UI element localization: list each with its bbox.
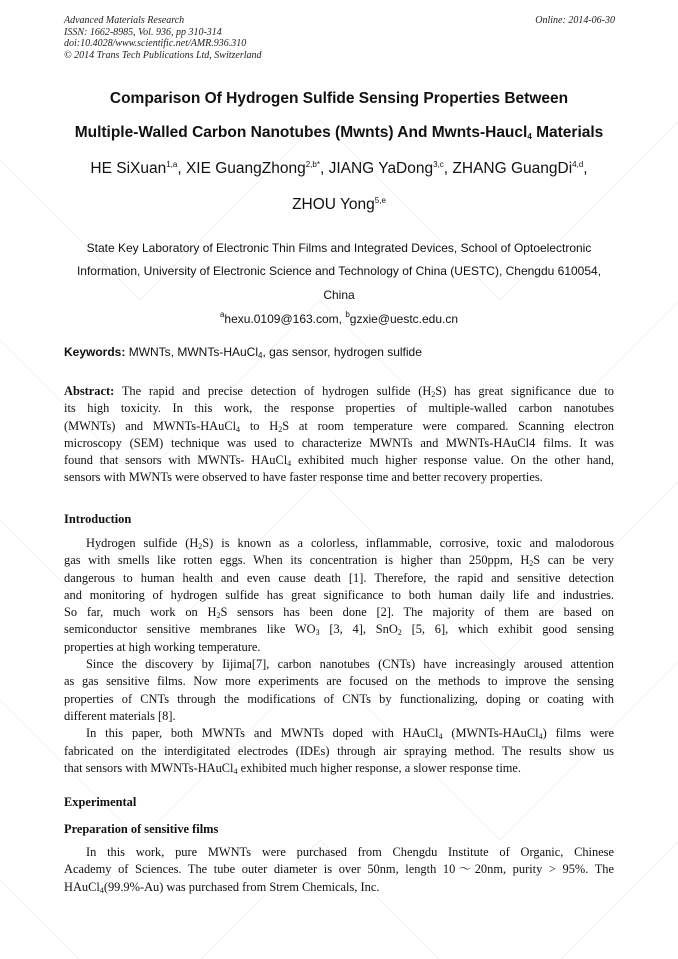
paragraph-line: as gas sensitive films. Now more experiments are focused on the methods to improve the sensing: [64, 674, 614, 689]
paragraph-line: and monitoring of hydrogen sulfide has great significance to both human daily life and industries.: [64, 587, 614, 602]
keywords-subscript: 4: [258, 351, 263, 360]
introduction-body: [64, 535, 614, 777]
subscript: 2: [216, 611, 221, 621]
author-line-1: [30, 160, 648, 178]
text-run: (MWNTs) and MWNTs-HAuCl: [64, 418, 237, 433]
journal-name: Advanced Materials Research: [64, 15, 185, 26]
paragraph-line: fabricated on the interdigitated electrodes (IDEs) through air spraying method. The results show us: [64, 743, 614, 758]
abstract-line: microscopy (SEM) technique was used to characterize MWNTs and MWNTs-HAuCl4 films. It was: [64, 435, 614, 450]
paragraph-line: [64, 760, 614, 777]
paragraph-line: [64, 725, 614, 742]
text-run: S can be very: [533, 553, 614, 568]
keywords-label: Keywords:: [64, 345, 126, 359]
paragraph-line: [64, 552, 614, 569]
author-name: , JIANG YaDong: [319, 160, 434, 177]
email-line: [40, 312, 638, 326]
subscript: 2: [431, 390, 436, 399]
copyright-line: © 2014 Trans Tech Publications Ltd, Switzerland: [64, 49, 262, 61]
author-name: , XIE GuangZhong: [177, 160, 306, 177]
author-separator: ,: [583, 160, 588, 177]
title-text: Multiple-Walled Carbon Nanotubes (Mwnts) And Mwnts-Haucl: [74, 124, 528, 141]
email-link[interactable]: hexu.0109@163.com,: [224, 312, 346, 326]
author-affil-sup: 1,a: [166, 160, 178, 169]
affiliation-line-2: Information, University of Electronic Science and Technology of China (UESTC), Chengdu 610054,: [76, 264, 602, 278]
author-affil-sup: 3,c: [433, 160, 444, 169]
abstract-label: Abstract:: [64, 384, 115, 398]
paragraph-line: [64, 621, 614, 638]
subscript: 2: [529, 559, 534, 569]
subscript: 4: [287, 459, 292, 469]
keywords-line: [64, 345, 422, 359]
paragraph-line: different materials [8].: [64, 708, 176, 723]
abstract-line: sensors with MWNTs were observed to have faster response time and better recovery properties.: [64, 470, 543, 485]
online-date: Online: 2014-06-30: [535, 15, 615, 26]
title-line-1: Comparison Of Hydrogen Sulfide Sensing Properties Between: [109, 90, 569, 107]
text-run: S sensors has been done [2]. The majority of them are based on: [220, 605, 614, 620]
author-affil-sup: 5,e: [374, 196, 386, 205]
subscript: 2: [397, 628, 402, 638]
email-sup: a: [219, 310, 225, 319]
text-run: HAuCl: [64, 879, 100, 894]
subscript: 3: [315, 628, 320, 638]
subscript: 2: [278, 424, 283, 434]
subscript: 2: [198, 542, 203, 551]
abstract-line: [64, 418, 614, 435]
paragraph-line: [64, 879, 614, 896]
text-run: S at room temperature were compared. Scanning electron: [282, 418, 614, 433]
text-run: [5, 6], which exhibit good sensing: [401, 622, 614, 637]
subscript: 4: [236, 424, 241, 434]
issn-line: ISSN: 1662-8985, Vol. 936, pp 310-314: [64, 26, 222, 38]
paragraph-line: [64, 535, 614, 552]
text-run: found that sensors with MWNTs- HAuCl: [64, 453, 288, 468]
affiliation-line-1: State Key Laboratory of Electronic Thin Films and Integrated Devices, School of Optoelectronic: [86, 241, 592, 255]
text-run: semiconductor sensitive membranes like WO: [64, 622, 316, 637]
subsection-heading-preparation: Preparation of sensitive films: [64, 822, 219, 836]
paragraph-line: dangerous to human health and even cause death [1]. Therefore, the rapid and sensitive detection: [64, 570, 614, 585]
author-name: HE SiXuan: [90, 160, 167, 177]
section-heading-introduction: Introduction: [64, 512, 132, 526]
text-run: S) has great significance due to: [435, 384, 614, 398]
author-affil-sup: 4,d: [572, 160, 584, 169]
paragraph-line: properties of CNTs through the modifications of CNTs by functionalizing, doping or coating with: [64, 691, 614, 706]
text-run: ) films were: [542, 726, 614, 741]
subscript: 4: [233, 766, 238, 776]
author-name: , ZHANG GuangDi: [443, 160, 573, 177]
title-subscript: 4: [527, 132, 532, 141]
subscript: 4: [538, 732, 543, 742]
affiliation-line-3: China: [323, 288, 355, 302]
author-name: ZHOU Yong: [292, 196, 375, 213]
doi-line: doi:10.4028/www.scientific.net/AMR.936.310: [64, 38, 247, 49]
section-heading-experimental: Experimental: [64, 795, 137, 809]
subscript: 4: [438, 732, 443, 742]
text-run: that sensors with MWNTs-HAuCl: [64, 760, 234, 775]
author-line-2: [30, 196, 648, 214]
text-run: In this paper, both MWNTs and MWNTs doped with HAuCl: [86, 726, 439, 741]
text-run: Hydrogen sulfide (H: [86, 536, 199, 550]
author-affil-sup: 2,b*: [305, 160, 320, 169]
subscript: 4: [99, 885, 104, 895]
title-line-2: [40, 124, 638, 142]
paragraph-line: properties at high working temperature.: [64, 639, 261, 654]
paragraph-line: [64, 604, 614, 621]
text-run: (MWNTs-HAuCl: [442, 726, 539, 741]
text-run: (99.9%-Au) was purchased from Strem Chemicals, Inc.: [103, 879, 380, 894]
email-link[interactable]: gzxie@uestc.edu.cn: [349, 312, 459, 326]
text-run: gas with smells like rotten eggs. When its concentration is higher than 250ppm, H: [64, 553, 530, 568]
keywords-text: MWNTs, MWNTs-HAuCl: [125, 345, 259, 359]
keywords-text-end: , gas sensor, hydrogen sulfide: [262, 345, 422, 359]
abstract-line: [64, 452, 614, 469]
abstract-line: its high toxicity. In this work, the response properties of multiple-walled carbon nanotubes: [64, 401, 614, 416]
abstract-line: [64, 383, 614, 400]
text-run: [3, 4], SnO: [319, 622, 398, 637]
paragraph-line: Since the discovery by Iijima[7], carbon nanotubes (CNTs) have increasingly aroused attention: [86, 657, 614, 672]
email-sup: b: [345, 310, 350, 319]
text-run: So far, much work on H: [64, 605, 217, 620]
experimental-body: [64, 844, 614, 896]
text-run: to H: [240, 418, 279, 433]
text-run: The rapid and precise detection of hydrogen sulfide (H: [114, 384, 432, 398]
paragraph-line: Academy of Sciences. The tube outer diameter is over 50nm, length 10～20nm, purity > 95%. The: [64, 862, 614, 877]
abstract: [64, 383, 614, 487]
title-text-end: Materials: [531, 124, 604, 141]
text-run: exhibited much higher response value. On the other hand,: [291, 453, 614, 468]
paragraph-line: In this work, pure MWNTs were purchased from Chengdu Institute of Organic, Chinese: [86, 845, 614, 859]
journal-info: [64, 15, 262, 61]
text-run: S) is known as a colorless, inflammable, corrosive, toxic and malodorous: [202, 536, 614, 550]
text-run: exhibited much higher response, a slower response time.: [237, 760, 522, 775]
